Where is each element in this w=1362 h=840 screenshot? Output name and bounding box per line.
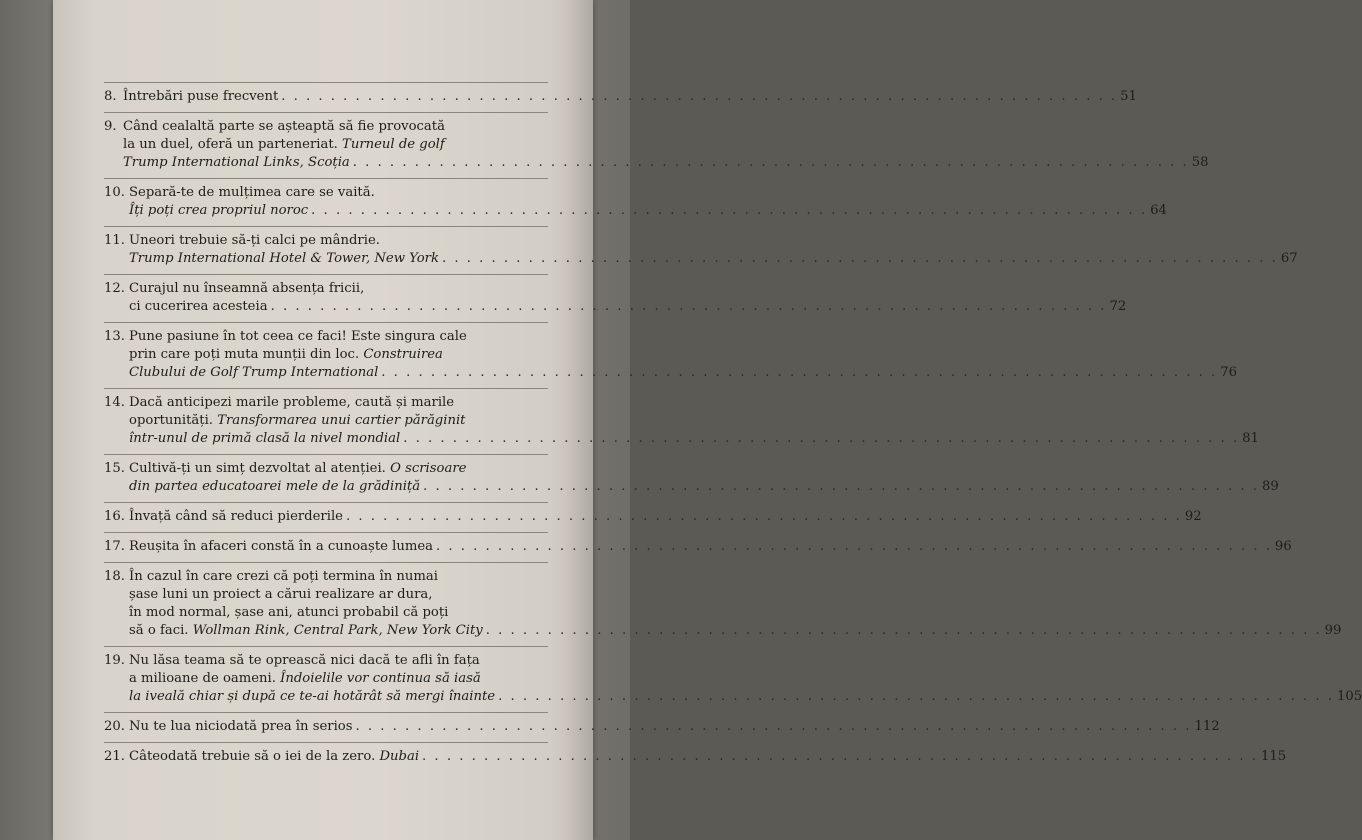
toc-entry-italic: Clubului de Golf Trump International xyxy=(129,365,379,380)
toc-entry-line xyxy=(104,184,548,202)
toc-entry-last-text xyxy=(129,623,483,638)
toc-entry-number: 12. xyxy=(104,281,125,296)
toc-entry-last-text xyxy=(129,251,439,266)
toc-entry-text: Dacă anticipezi marile probleme, caută și marile xyxy=(129,395,455,410)
toc-entry-last-line xyxy=(104,688,1362,706)
toc-entry-line xyxy=(104,586,548,604)
toc-entry-last-text xyxy=(123,155,350,170)
toc-entry-italic: Îndoielile vor continua să iasă xyxy=(280,671,481,686)
table-of-contents xyxy=(104,82,1362,772)
toc-entry-text: Cultivă-ți un simț dezvoltat al atenției. xyxy=(129,461,391,476)
toc-entry-text: Pune pasiune în tot ceea ce faci! Este singura cale xyxy=(129,329,467,344)
toc-entry-text: Curajul nu înseamnă absența fricii, xyxy=(129,281,365,296)
toc-entry-number: 15. xyxy=(104,461,125,476)
toc-entry-number: 11. xyxy=(104,233,125,248)
toc-entry-text: Nu te lua niciodată prea în serios xyxy=(129,719,353,734)
toc-entry-number: 19. xyxy=(104,653,125,668)
toc-entry-text: să o faci. xyxy=(129,623,193,638)
toc-entry xyxy=(104,742,1287,772)
toc-entry-last-line xyxy=(104,88,1137,106)
toc-entry-text: șase luni un proiect a cărui realizare ar dura, xyxy=(129,587,433,602)
dot-leader xyxy=(381,365,1217,380)
toc-entry-text: a milioane de oameni. xyxy=(129,671,281,686)
dot-leader xyxy=(346,509,1182,524)
toc-entry-line xyxy=(104,394,548,412)
toc-page-number: 99 xyxy=(1324,623,1342,638)
toc-entry-last-line xyxy=(104,202,1167,220)
toc-entry-last-line xyxy=(104,508,1202,526)
toc-entry-last-line xyxy=(104,298,1127,316)
toc-entry-last-line xyxy=(104,250,1298,268)
toc-page-number: 105 xyxy=(1337,689,1362,704)
toc-entry-italic: Trump International Links, Scoția xyxy=(123,155,350,170)
toc-entry-italic: din partea educatoarei mele de la grădiniță xyxy=(129,479,421,494)
toc-entry-italic: la iveală chiar și după ce te-ai hotărât să mergi înainte xyxy=(129,689,496,704)
toc-entry-italic: Turneul de golf xyxy=(342,137,445,152)
toc-entry-text: ci cucerirea acesteia xyxy=(129,299,268,314)
toc-entry-line xyxy=(104,604,548,622)
toc-entry xyxy=(104,226,1298,274)
toc-entry-last-text xyxy=(104,539,433,554)
toc-page-number: 96 xyxy=(1274,539,1292,554)
toc-page-number: 72 xyxy=(1109,299,1127,314)
toc-entry-last-text xyxy=(129,479,420,494)
toc-entry-line xyxy=(104,232,548,250)
toc-entry-last-line xyxy=(104,154,1209,172)
dot-leader xyxy=(311,203,1147,218)
toc-entry-number: 13. xyxy=(104,329,125,344)
toc-page-number: 64 xyxy=(1150,203,1167,218)
toc-entry-last-text xyxy=(104,89,278,104)
toc-entry-number: 16. xyxy=(104,509,125,524)
toc-entry-text: Separă-te de mulțimea care se vaită. xyxy=(129,185,375,200)
book-page xyxy=(53,0,1362,840)
toc-entry-text: Când cealaltă parte se așteaptă să fie provocată xyxy=(123,119,445,134)
toc-page-number: 51 xyxy=(1120,89,1137,104)
toc-entry-line xyxy=(104,460,548,478)
toc-entry-line xyxy=(104,328,548,346)
toc-entry-italic: Construirea xyxy=(363,347,443,362)
dot-leader xyxy=(486,623,1322,638)
dot-leader xyxy=(422,749,1258,764)
toc-entry xyxy=(104,454,1279,502)
toc-entry xyxy=(104,82,1137,112)
toc-entry-line xyxy=(104,118,548,136)
dot-leader xyxy=(436,539,1272,554)
toc-entry-number: 17. xyxy=(104,539,125,554)
toc-entry-text: la un duel, oferă un parteneriat. xyxy=(123,137,343,152)
toc-entry-last-line xyxy=(104,364,1237,382)
toc-page-number: 89 xyxy=(1262,479,1279,494)
toc-entry-last-line xyxy=(104,622,1342,640)
toc-entry xyxy=(104,112,1209,178)
toc-entry-text: Învață când să reduci pierderile xyxy=(129,509,343,524)
toc-page-number: 58 xyxy=(1191,155,1209,170)
toc-entry-number: 9. xyxy=(104,119,117,134)
toc-page-number: 81 xyxy=(1242,431,1259,446)
toc-entry-last-line xyxy=(104,718,1220,736)
toc-entry-number: 21. xyxy=(104,749,125,764)
toc-page-number: 76 xyxy=(1220,365,1237,380)
toc-entry-line xyxy=(104,136,548,154)
toc-entry-line xyxy=(104,568,548,586)
toc-entry-italic: Trump International Hotel & Tower, New York xyxy=(129,251,439,266)
toc-entry-text: Nu lăsa teama să te oprească nici dacă te afli în fața xyxy=(129,653,480,668)
toc-entry-last-text xyxy=(104,509,343,524)
toc-entry-last-text xyxy=(129,203,308,218)
toc-entry-last-text xyxy=(104,719,353,734)
toc-entry-italic: Dubai xyxy=(379,749,420,764)
toc-entry xyxy=(104,646,1362,712)
toc-entry-line xyxy=(104,346,548,364)
toc-entry-line xyxy=(104,652,548,670)
toc-entry-last-text xyxy=(129,689,495,704)
toc-entry xyxy=(104,274,1127,322)
toc-entry xyxy=(104,562,1342,646)
toc-page-number: 112 xyxy=(1194,719,1220,734)
toc-entry-last-line xyxy=(104,430,1259,448)
toc-entry xyxy=(104,502,1202,532)
toc-entry-line xyxy=(104,280,548,298)
toc-page-number: 115 xyxy=(1260,749,1287,764)
toc-entry-number: 8. xyxy=(104,89,117,104)
toc-entry-number: 20. xyxy=(104,719,125,734)
toc-entry xyxy=(104,322,1237,388)
toc-entry-last-text xyxy=(129,299,268,314)
toc-entry-last-text xyxy=(104,749,419,764)
dot-leader xyxy=(271,299,1107,314)
toc-entry-text: În cazul în care crezi că poți termina în numai xyxy=(129,569,438,584)
toc-page-number: 67 xyxy=(1280,251,1298,266)
toc-entry-line xyxy=(104,412,548,430)
toc-entry xyxy=(104,712,1220,742)
toc-entry-text: oportunități. xyxy=(129,413,218,428)
toc-entry-text: în mod normal, șase ani, atunci probabil că poți xyxy=(129,605,449,620)
toc-entry-number: 10. xyxy=(104,185,125,200)
toc-entry-number: 14. xyxy=(104,395,125,410)
toc-entry-italic: O scrisoare xyxy=(390,461,467,476)
toc-entry-text: Întrebări puse frecvent xyxy=(123,89,279,104)
dot-leader xyxy=(356,719,1192,734)
dot-leader xyxy=(281,89,1117,104)
toc-entry-text: prin care poți muta munții din loc. xyxy=(129,347,364,362)
toc-entry-number: 18. xyxy=(104,569,125,584)
toc-page-number: 92 xyxy=(1184,509,1202,524)
toc-entry xyxy=(104,532,1292,562)
toc-entry-text: Uneori trebuie să-ți calci pe mândrie. xyxy=(129,233,380,248)
toc-entry-last-line xyxy=(104,538,1292,556)
dot-leader xyxy=(423,479,1259,494)
dot-leader xyxy=(498,689,1334,704)
toc-entry-last-line xyxy=(104,478,1279,496)
toc-entry-text: Câteodată trebuie să o iei de la zero. xyxy=(129,749,380,764)
toc-entry-italic: într-unul de primă clasă la nivel mondial xyxy=(129,431,401,446)
toc-entry xyxy=(104,388,1259,454)
dot-leader xyxy=(403,431,1239,446)
toc-entry-italic: Wollman Rink, Central Park, New York City xyxy=(192,623,483,638)
toc-entry-last-line xyxy=(104,748,1287,766)
dot-leader xyxy=(442,251,1278,266)
dot-leader xyxy=(353,155,1189,170)
toc-entry-text: Reușita în afaceri constă în a cunoaște lumea xyxy=(129,539,433,554)
toc-entry-last-text xyxy=(129,431,400,446)
toc-entry-last-text xyxy=(129,365,378,380)
toc-entry-italic: Îți poți crea propriul noroc xyxy=(129,203,309,218)
toc-entry-line xyxy=(104,670,548,688)
toc-entry-italic: Transformarea unui cartier părăginit xyxy=(217,413,466,428)
toc-entry xyxy=(104,178,1167,226)
